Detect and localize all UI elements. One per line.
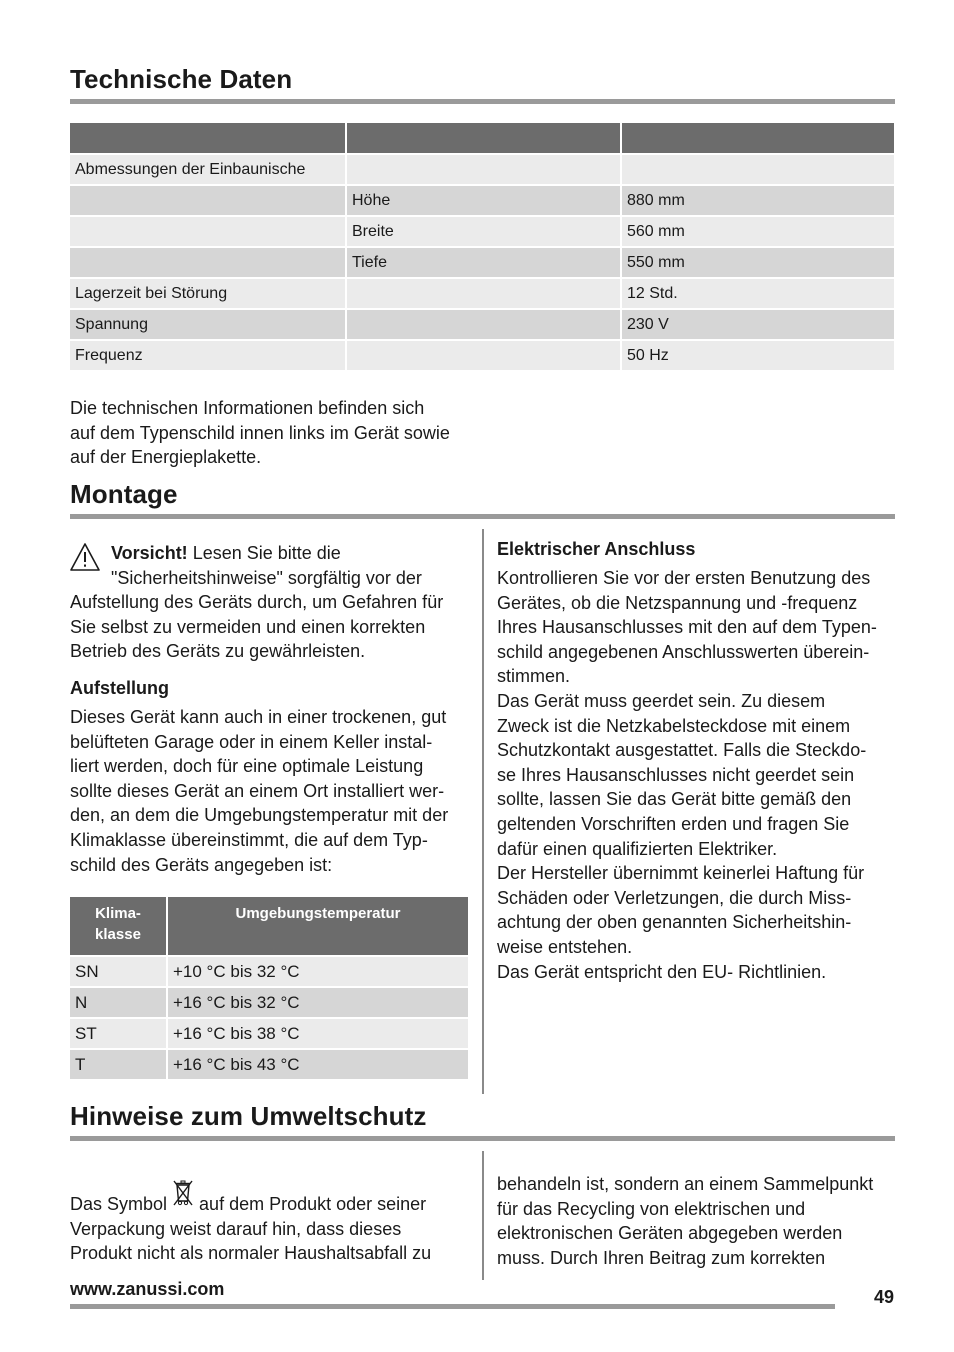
table-cell: SN bbox=[70, 956, 167, 987]
text-line: auf der Energieplakette. bbox=[70, 447, 262, 468]
table-cell bbox=[346, 154, 621, 185]
table-cell: Höhe bbox=[346, 185, 621, 216]
text-line bbox=[70, 541, 470, 566]
climate-class-table bbox=[70, 897, 468, 1079]
column-divider bbox=[482, 529, 484, 1094]
table-cell: ST bbox=[70, 1018, 167, 1049]
text-line: behandeln ist, sondern an einem Sammelpunkt bbox=[497, 1174, 874, 1194]
umwelt-left-paragraph bbox=[70, 1184, 480, 1266]
table-cell: Abmessungen der Einbaunische bbox=[70, 154, 346, 185]
section-rule bbox=[70, 514, 895, 519]
table-cell: +16 °C bis 43 °C bbox=[167, 1049, 468, 1079]
page-number: 49 bbox=[873, 1287, 894, 1307]
text-line: Zweck ist die Netzkabelsteckdose mit einem bbox=[497, 715, 851, 736]
technical-data-table bbox=[70, 123, 894, 370]
text-line: für das Recycling von elektrischen und bbox=[497, 1198, 806, 1219]
table-cell bbox=[346, 340, 621, 370]
text-line: schild des Geräts angegeben ist: bbox=[70, 854, 333, 875]
table-row bbox=[70, 987, 468, 1018]
table-cell: Spannung bbox=[70, 309, 346, 340]
table-cell: T bbox=[70, 1049, 167, 1079]
text-span: Lesen Sie bitte die bbox=[187, 543, 341, 563]
table-row bbox=[70, 1049, 468, 1079]
text-line: Gerätes, ob die Netzspannung und -frequenz bbox=[497, 592, 858, 613]
table-row bbox=[70, 247, 894, 278]
table-header-cell bbox=[70, 897, 167, 956]
table-cell bbox=[346, 309, 621, 340]
table-cell bbox=[70, 216, 346, 247]
text-line: dafür einen qualifizierten Elektriker. bbox=[497, 838, 778, 859]
text-line: geltenden Vorschriften erden und fragen Sie bbox=[497, 813, 850, 834]
table-cell: Lagerzeit bei Störung bbox=[70, 278, 346, 309]
table-header-row bbox=[70, 897, 468, 956]
text-line: Sie selbst zu vermeiden und einen korrekten bbox=[70, 616, 426, 637]
text-line: weise entstehen. bbox=[497, 936, 633, 957]
section-title-umweltschutz: Hinweise zum Umweltschutz bbox=[70, 1101, 427, 1131]
table-header-row bbox=[70, 123, 894, 154]
column-divider bbox=[482, 1151, 484, 1280]
section-rule bbox=[70, 99, 895, 104]
table-cell: Breite bbox=[346, 216, 621, 247]
table-cell: 230 V bbox=[621, 309, 894, 340]
text-line: Dieses Gerät kann auch in einer trockenen, gut bbox=[70, 707, 447, 727]
table-cell: Tiefe bbox=[346, 247, 621, 278]
text-line: se Ihres Hausanschlusses nicht geerdet sein bbox=[497, 764, 855, 785]
text-line: Schutzkontakt ausgestattet. Falls die Steckdo- bbox=[497, 740, 867, 761]
header-line: klasse bbox=[95, 926, 141, 943]
table-cell: +16 °C bis 38 °C bbox=[167, 1018, 468, 1049]
text-line: Kontrollieren Sie vor der ersten Benutzung des bbox=[497, 568, 871, 588]
text-line: Das Gerät muss geerdet sein. Zu diesem bbox=[497, 690, 826, 711]
text-line: stimmen. bbox=[497, 666, 571, 687]
text-line: Die technischen Informationen befinden sich bbox=[70, 398, 425, 418]
table-cell: 880 mm bbox=[621, 185, 894, 216]
text-line: Klimaklasse übereinstimmt, die auf dem Typ- bbox=[70, 829, 428, 850]
text-line: liert werden, doch für eine optimale Leistung bbox=[70, 756, 424, 777]
text-line: schild angegebenen Anschlusswerten überein- bbox=[497, 641, 870, 662]
table-row bbox=[70, 278, 894, 309]
table-cell bbox=[346, 278, 621, 309]
text-line bbox=[70, 1184, 480, 1217]
text-line: sollte, lassen Sie das Gerät bitte gemäß den bbox=[497, 789, 852, 810]
table-cell: 12 Std. bbox=[621, 278, 894, 309]
text-span: Das Symbol bbox=[70, 1194, 173, 1214]
technical-info-paragraph bbox=[70, 396, 490, 470]
table-cell: N bbox=[70, 987, 167, 1018]
text-line: belüfteten Garage oder in einem Keller instal- bbox=[70, 731, 433, 752]
text-line: den, an dem die Umgebungstemperatur mit der bbox=[70, 805, 449, 826]
table-cell: 50 Hz bbox=[621, 340, 894, 370]
table-row bbox=[70, 216, 894, 247]
section-title-montage: Montage bbox=[70, 479, 178, 509]
text-line: elektronischen Geräten abgegeben werden bbox=[497, 1223, 843, 1244]
table-row bbox=[70, 154, 894, 185]
text-line: Verpackung weist darauf hin, dass dieses bbox=[70, 1218, 402, 1239]
warning-paragraph bbox=[70, 541, 470, 664]
text-line: achtung der oben genannten Sicherheitshin- bbox=[497, 912, 852, 933]
table-cell bbox=[70, 247, 346, 278]
table-row bbox=[70, 340, 894, 370]
text-line: muss. Durch Ihren Beitrag zum korrekten bbox=[497, 1247, 826, 1268]
table-cell bbox=[621, 154, 894, 185]
text-line: Ihres Hausanschlusses mit den auf dem Typen- bbox=[497, 617, 877, 638]
table-cell: +10 °C bis 32 °C bbox=[167, 956, 468, 987]
text-line: Das Gerät entspricht den EU- Richtlinien. bbox=[497, 961, 827, 982]
table-cell bbox=[70, 185, 346, 216]
text-line: Aufstellung des Geräts durch, um Gefahren für bbox=[70, 592, 444, 613]
text-line: sollte dieses Gerät an einem Ort installiert wer- bbox=[70, 780, 445, 801]
umwelt-right-paragraph bbox=[497, 1172, 907, 1270]
weee-bin-icon bbox=[172, 1178, 194, 1208]
table-row bbox=[70, 1018, 468, 1049]
footer-rule bbox=[70, 1304, 835, 1309]
table-cell: +16 °C bis 32 °C bbox=[167, 987, 468, 1018]
table-row bbox=[70, 185, 894, 216]
subheading-elektrischer-anschluss: Elektrischer Anschluss bbox=[497, 539, 696, 559]
text-line: Der Hersteller übernimmt keinerlei Haftung für bbox=[497, 863, 865, 884]
footer-website-link[interactable]: www.zanussi.com bbox=[70, 1279, 225, 1299]
table-row bbox=[70, 309, 894, 340]
subheading-aufstellung: Aufstellung bbox=[70, 678, 169, 698]
warning-label: Vorsicht! bbox=[111, 543, 188, 563]
aufstellung-paragraph bbox=[70, 705, 470, 877]
table-row bbox=[70, 956, 468, 987]
table-header-cell: Umgebungstemperatur bbox=[167, 897, 468, 956]
text-line: Betrieb des Geräts zu gewährleisten. bbox=[70, 641, 366, 662]
elektrisch-paragraph bbox=[497, 566, 907, 984]
text-span: auf dem Produkt oder seiner bbox=[194, 1194, 427, 1214]
text-line: Schäden oder Verletzungen, die durch Miss- bbox=[497, 887, 852, 908]
table-cell: 550 mm bbox=[621, 247, 894, 278]
section-rule bbox=[70, 1136, 895, 1141]
text-line: auf dem Typenschild innen links im Gerät sowie bbox=[70, 422, 450, 443]
text-line: Produkt nicht als normaler Haushaltsabfall zu bbox=[70, 1243, 432, 1264]
text-line: "Sicherheitshinweise" sorgfältig vor der bbox=[111, 567, 422, 588]
table-cell: 560 mm bbox=[621, 216, 894, 247]
section-title-technische-daten: Technische Daten bbox=[70, 64, 293, 94]
table-cell: Frequenz bbox=[70, 340, 346, 370]
header-line: Klima- bbox=[95, 905, 141, 922]
